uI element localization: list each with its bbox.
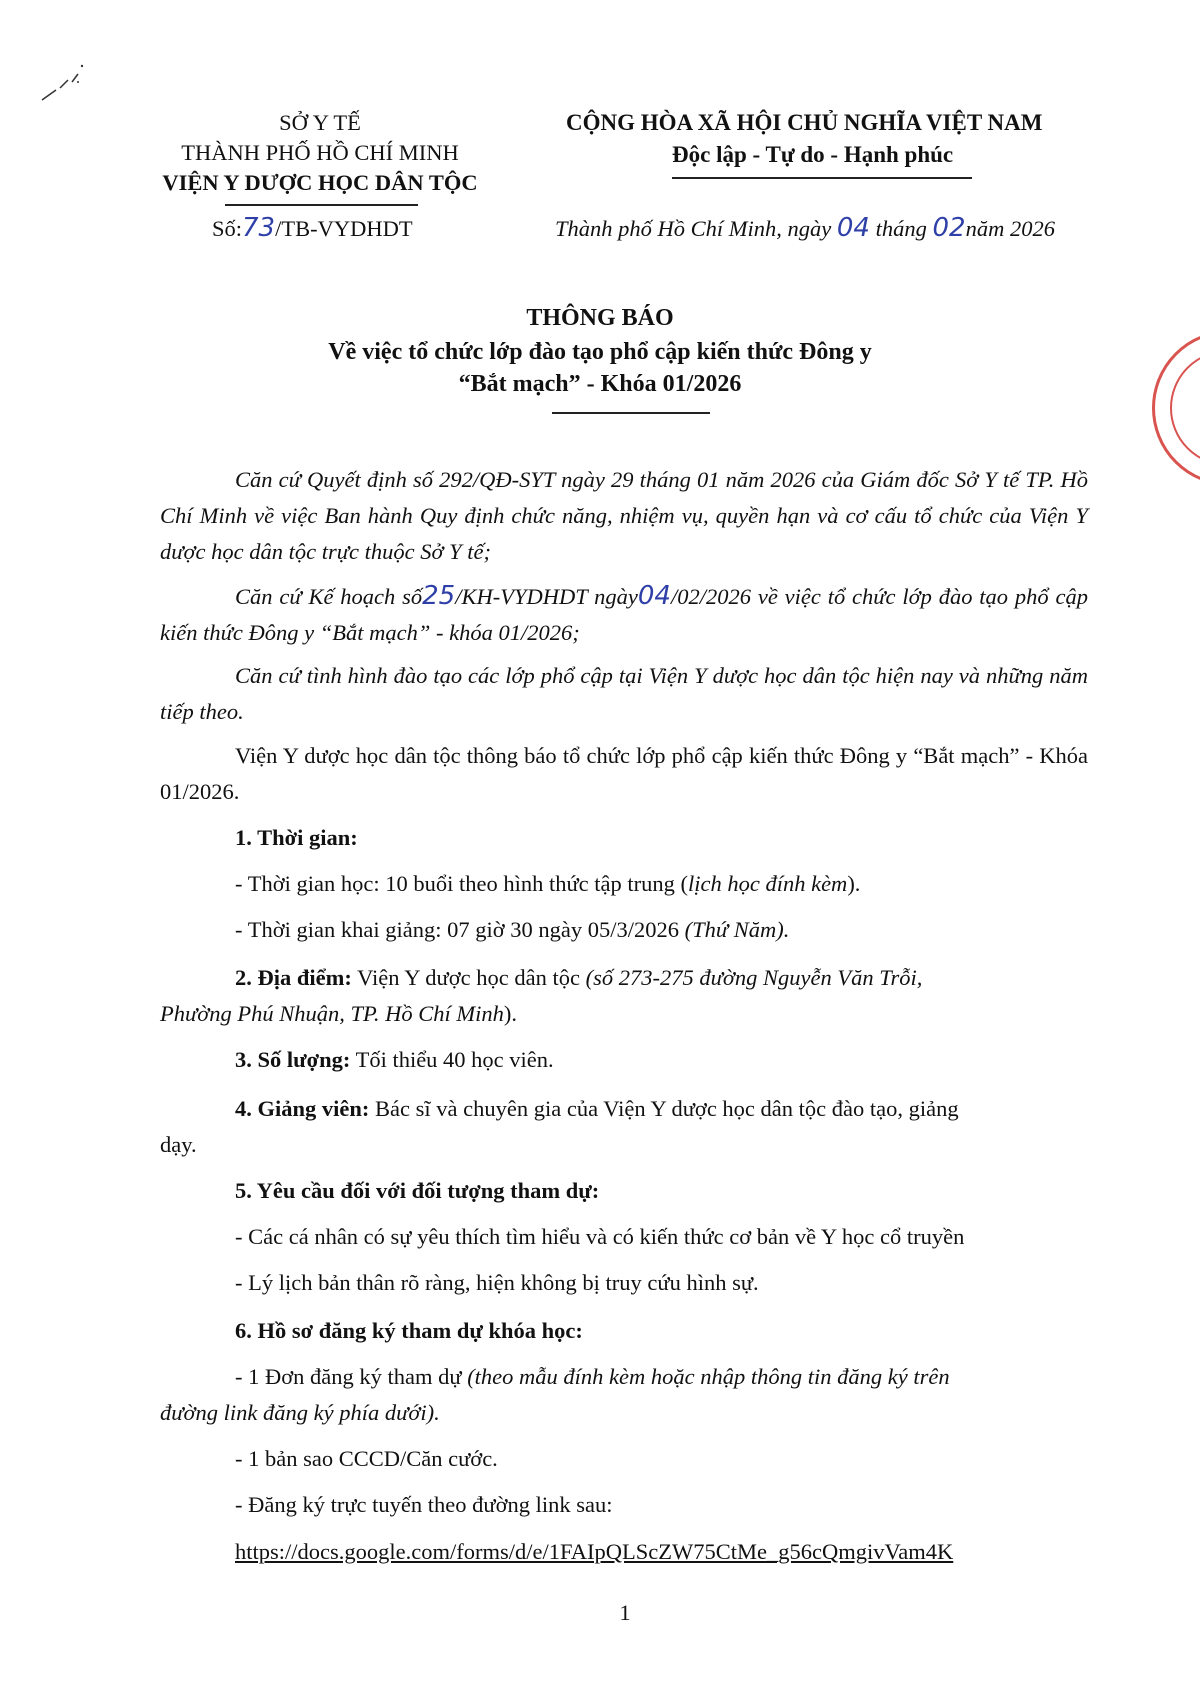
section-4-line: [235, 1094, 959, 1124]
document-number-suffix: /TB-VYDHDT: [275, 216, 413, 241]
intro-paragraph: Viện Y dược học dân tộc thông báo tổ chức lớp phổ cập kiến thức Đông y “Bắt mạch” - Khóa 01/2026.: [160, 743, 1088, 804]
section-1-item-1-prefix: - Thời gian học: 10 buổi theo hình thức tập trung (: [235, 871, 688, 896]
header-left-line1: SỞ Y TẾ: [279, 110, 361, 135]
section-5-heading: 5. Yêu cầu đối với đối tượng tham dự:: [235, 1178, 600, 1203]
header-left-underline: [225, 204, 418, 206]
header-right-underline: [672, 177, 972, 179]
section-1-item-1: [235, 869, 860, 899]
section-1-heading: 1. Thời gian:: [235, 825, 358, 850]
preamble-paragraph-3: Căn cứ tình hình đào tạo các lớp phổ cập tại Viện Y dược học dân tộc hiện nay và những năm tiếp theo.: [160, 663, 1088, 724]
section-2-address-1: (số 273-275 đường Nguyễn Văn Trỗi,: [585, 965, 923, 990]
document-subtitle-1: Về việc tổ chức lớp đào tạo phổ cập kiến thức Đông y: [328, 339, 872, 365]
section-2-address-2: Phường Phú Nhuận, TP. Hồ Chí Minh: [160, 1001, 504, 1026]
date-day-handwritten: 04: [836, 213, 870, 243]
section-4-text: Bác sĩ và chuyên gia của Viện Y dược học dân tộc đào tạo, giảng: [369, 1096, 959, 1121]
section-1-item-1-suffix: ).: [847, 871, 861, 896]
document-number: [212, 213, 413, 243]
header-left-org: VIỆN Y DƯỢC HỌC DÂN TỘC: [162, 170, 478, 195]
preamble-paragraph-1: Căn cứ Quyết định số 292/QĐ-SYT ngày 29 tháng 01 năm 2026 của Giám đốc Sở Y tế TP. Hồ Chí Minh về việc Ban hành Quy định chức năng, nhiệm vụ, quyền hạn và cơ cấu tổ chức của Viện Y dược học dân tộc trực thuộc Sở Y tế;: [160, 467, 1088, 564]
section-6-item-1: [235, 1362, 950, 1392]
section-2-line-1: [235, 963, 922, 993]
section-1-item-2-italic: (Thứ Năm).: [684, 917, 790, 942]
preamble-2-rest: /02/2026 về việc tổ chức lớp đào tạo phổ cập kiến thức Đông y “Bắt mạch” - khóa 01/2026;: [160, 584, 1088, 645]
national-title: CỘNG HÒA XÃ HỘI CHỦ NGHĨA VIỆT NAM: [566, 110, 1043, 135]
document-subtitle-2: “Bắt mạch” - Khóa 01/2026: [458, 371, 742, 397]
section-4-heading: 4. Giảng viên:: [235, 1096, 370, 1121]
section-6-item-1-italic: (theo mẫu đính kèm hoặc nhập thông tin đăng ký trên: [467, 1364, 950, 1389]
date-suffix: năm 2026: [965, 216, 1055, 241]
section-1-item-2-prefix: - Thời gian khai giảng: 07 giờ 30 ngày 05/3/2026: [235, 917, 685, 942]
section-2-heading: 2. Địa điểm:: [235, 965, 352, 990]
preamble-paragraph-2: [160, 578, 1088, 651]
section-2-text: Viện Y dược học dân tộc: [351, 965, 586, 990]
document-number-handwritten: 73: [242, 213, 276, 243]
section-3-heading: 3. Số lượng:: [235, 1047, 351, 1072]
section-4-continuation: dạy.: [160, 1132, 197, 1157]
header-left-line2: THÀNH PHỐ HỒ CHÍ MINH: [181, 140, 459, 165]
section-5-item-2: - Lý lịch bản thân rõ ràng, hiện không bị truy cứu hình sự.: [235, 1270, 759, 1295]
national-motto: Độc lập - Tự do - Hạnh phúc: [672, 142, 954, 167]
scan-mark-icon: [38, 60, 98, 110]
section-6-item-3: - Đăng ký trực tuyến theo đường link sau:: [235, 1492, 613, 1517]
preamble-2-number-handwritten: 25: [422, 581, 456, 611]
date-mid: tháng: [869, 216, 933, 241]
section-6-item-2: - 1 bản sao CCCD/Căn cước.: [235, 1446, 498, 1471]
section-6-heading: 6. Hồ sơ đăng ký tham dự khóa học:: [235, 1318, 583, 1343]
preamble-2-prefix: Căn cứ Kế hoạch số: [235, 584, 423, 609]
section-6-item-1-prefix: - 1 Đơn đăng ký tham dự: [235, 1364, 468, 1389]
preamble-2-mid: /KH-VYDHDT ngày: [455, 584, 638, 609]
section-5-item-1: - Các cá nhân có sự yêu thích tìm hiểu và có kiến thức cơ bản về Y học cổ truyền: [235, 1224, 965, 1249]
page-number: 1: [619, 1600, 631, 1625]
date-month-handwritten: 02: [932, 213, 966, 243]
section-3-line: [235, 1045, 554, 1075]
date-line: [555, 213, 1055, 243]
section-3-text: Tối thiểu 40 học viên.: [350, 1047, 554, 1072]
section-1-item-2: [235, 915, 789, 945]
registration-link[interactable]: https://docs.google.com/forms/d/e/1FAIpQLScZW75CtMe_g56cQmgivVam4K: [235, 1539, 954, 1564]
section-6-item-1-continuation: đường link đăng ký phía dưới).: [160, 1400, 440, 1425]
document-number-prefix: Số:: [212, 216, 243, 241]
section-2-line-2: [160, 999, 517, 1029]
date-prefix: Thành phố Hồ Chí Minh, ngày: [555, 216, 837, 241]
section-2-end: ).: [503, 1001, 518, 1026]
preamble-2-day-handwritten: 04: [637, 581, 671, 611]
section-1-item-1-italic: lịch học đính kèm: [687, 871, 848, 896]
document-title: THÔNG BÁO: [526, 305, 674, 331]
title-underline: [552, 412, 710, 414]
